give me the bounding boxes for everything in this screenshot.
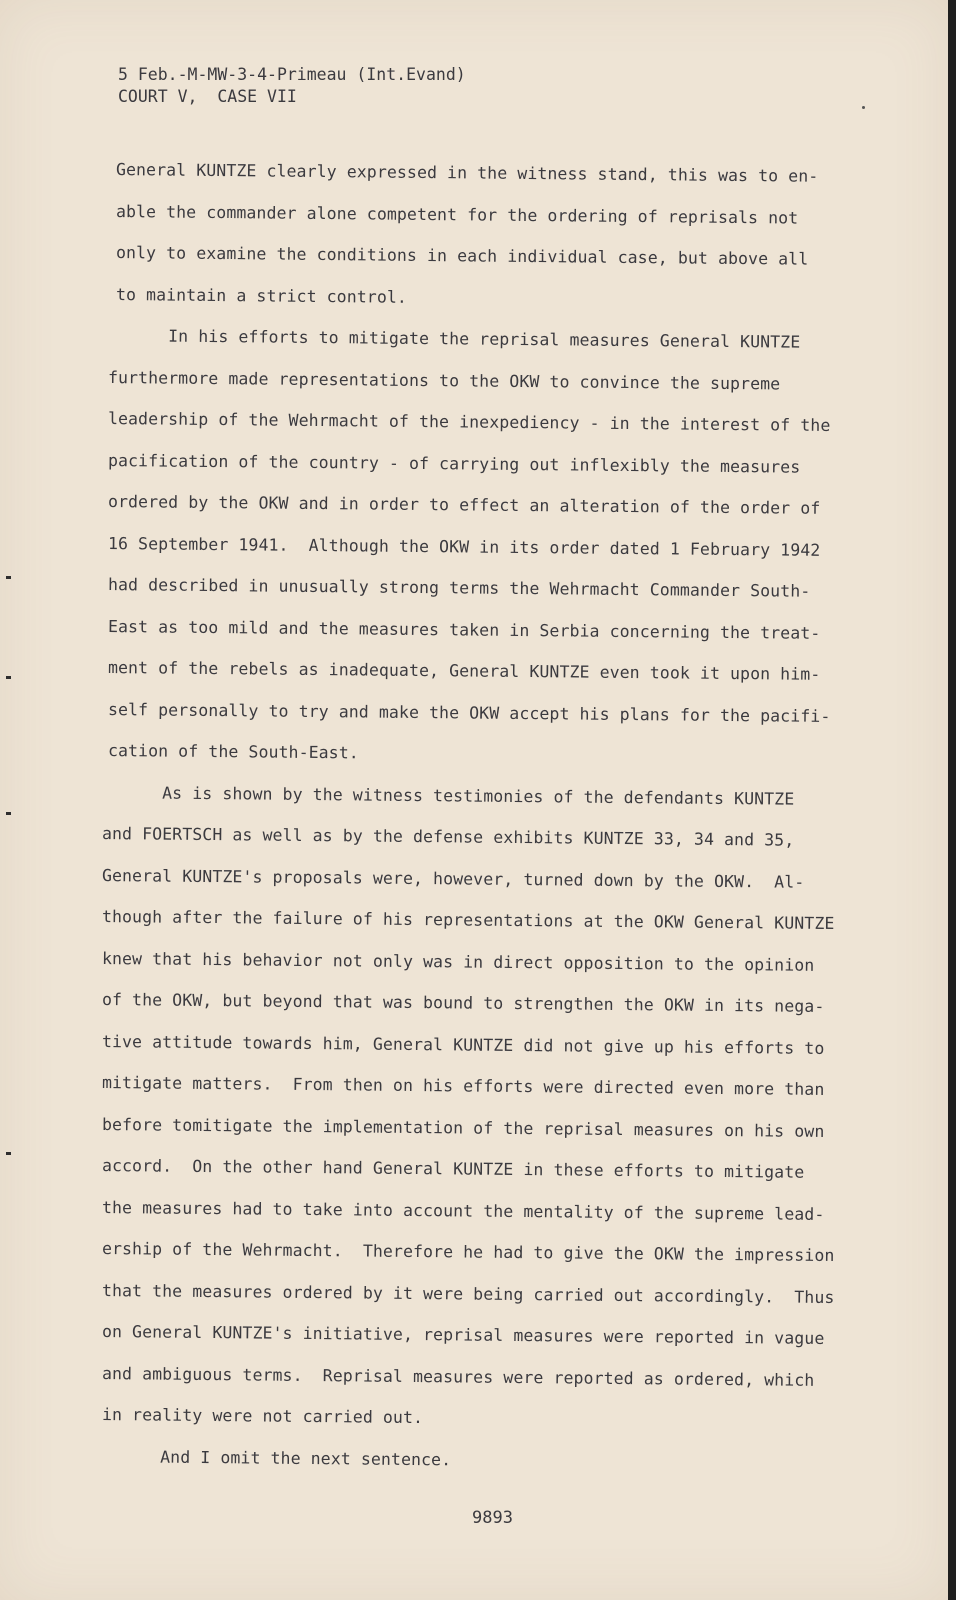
body-line: 16 September 1941. Although the OKW in its order dated 1 February 1942	[107, 533, 821, 560]
body-line: though after the failure of his representations at the OKW General KUNTZE	[101, 907, 835, 934]
body-line: And I omit the next sentence.	[99, 1446, 452, 1469]
body-line: In his efforts to mitigate the reprisal measures General KUNTZE	[107, 326, 801, 352]
body-line: cation of the South-East.	[107, 741, 359, 763]
body-line: As is shown by the witness testimonies of the defendants KUNTZE	[101, 782, 795, 809]
body-line: in reality were not carried out.	[101, 1405, 424, 1428]
margin-mark	[6, 812, 11, 815]
body-line: ment of the rebels as inadequate, General KUNTZE even took it upon him-	[107, 658, 821, 684]
header-court-line: COURT V, CASE VII	[118, 87, 297, 106]
body-line: able the commander alone competent for the ordering of reprisals not	[115, 201, 799, 228]
paper-speck	[862, 106, 865, 109]
page-number: 9893	[472, 1508, 513, 1528]
body-line: only to examine the conditions in each individual case, but above all	[115, 243, 809, 269]
body-line: on General KUNTZE's initiative, reprisal measures were reported in vague	[101, 1322, 825, 1348]
body-line: to maintain a strict control.	[115, 284, 408, 307]
margin-mark	[6, 576, 11, 579]
document-header	[118, 64, 466, 108]
header-reference-line: 5 Feb.-M-MW-3-4-Primeau (Int.Evand)	[118, 65, 466, 84]
body-line: and FOERTSCH as well as by the defense exhibits KUNTZE 33, 34 and 35,	[101, 824, 795, 850]
margin-mark	[6, 1152, 11, 1155]
body-line: East as too mild and the measures taken in Serbia concerning the treat-	[107, 616, 821, 643]
body-line: had described in unusually strong terms the Wehrmacht Commander South-	[107, 575, 811, 601]
body-line: tive attitude towards him, General KUNTZE did not give up his efforts to	[101, 1031, 825, 1058]
body-line: ership of the Wehrmacht. Therefore he had to give the OKW the impression	[101, 1239, 835, 1266]
body-line: before tomitigate the implementation of the reprisal measures on his own	[101, 1114, 825, 1141]
body-line: the measures had to take into account the mentality of the supreme lead-	[101, 1197, 825, 1224]
body-line: General KUNTZE clearly expressed in the witness stand, this was to en-	[115, 160, 819, 186]
body-line: ordered by the OKW and in order to effect an alteration of the order of	[107, 492, 821, 518]
body-line: mitigate matters. From then on his efforts were directed even more than	[101, 1073, 825, 1099]
body-line: General KUNTZE's proposals were, however, turned down by the OKW. Al-	[101, 865, 805, 892]
body-line: accord. On the other hand General KUNTZE in these efforts to mitigate	[101, 1156, 805, 1182]
body-line: of the OKW, but beyond that was bound to strengthen the OKW in its nega-	[101, 990, 825, 1016]
margin-mark	[6, 676, 11, 679]
body-line: and ambiguous terms. Reprisal measures were reported as ordered, which	[101, 1363, 815, 1390]
body-line: furthermore made representations to the OKW to convince the supreme	[107, 367, 781, 393]
body-line: pacification of the country - of carrying out inflexibly the measures	[107, 450, 801, 477]
body-line: that the measures ordered by it were being carried out accordingly. Thus	[101, 1280, 835, 1307]
body-line: knew that his behavior not only was in direct opposition to the opinion	[101, 948, 815, 975]
body-line: self personally to try and make the OKW accept his plans for the pacifi-	[107, 699, 831, 726]
body-line: leadership of the Wehrmacht of the inexpediency - in the interest of the	[107, 409, 831, 435]
